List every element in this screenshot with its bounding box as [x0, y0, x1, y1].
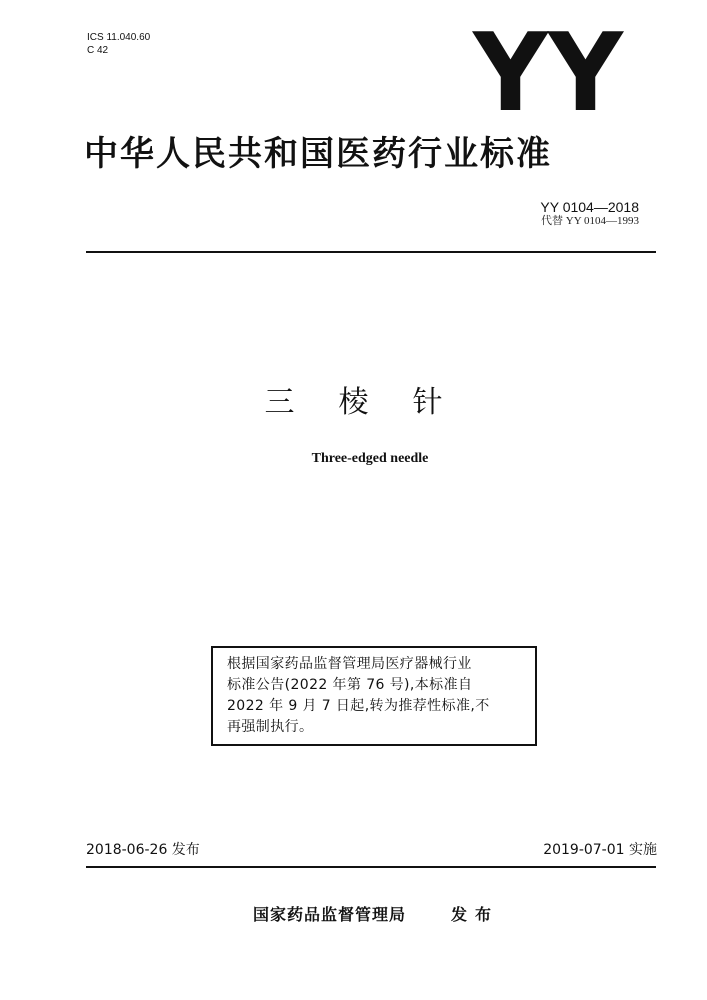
ics-code: ICS 11.040.60 [87, 32, 151, 43]
document-title: 三棱针 [264, 385, 487, 420]
standard-category-title: 中华人民共和国医药行业标准 [84, 134, 552, 174]
implementation-date: 2019-07-01 实施 [543, 842, 657, 858]
classification-codes [87, 31, 150, 57]
header-divider [86, 251, 656, 253]
issuing-authority: 国家药品监督管理局 [253, 905, 407, 924]
replaces-standard: 代替 YY 0104—1993 [541, 215, 639, 227]
notice-line: 标准公告(2022 年第 76 号),本标准自 [227, 677, 473, 693]
notice-line: 根据国家药品监督管理局医疗器械行业 [227, 656, 472, 672]
notice-box [211, 646, 537, 746]
notice-line: 再强制执行。 [227, 719, 314, 735]
notice-line: 2022 年 9 月 7 日起,转为推荐性标准,不 [227, 698, 490, 714]
yy-logo [468, 22, 628, 122]
standard-number: YY 0104—2018 [540, 199, 639, 215]
issue-date: 2018-06-26 发布 [86, 842, 200, 858]
yy-logo-text: YY [471, 22, 625, 122]
footer-divider [86, 866, 656, 868]
document-title-english: Three-edged needle [311, 451, 429, 466]
ccs-code: C 42 [87, 45, 109, 56]
publish-label: 发布 [451, 905, 500, 924]
